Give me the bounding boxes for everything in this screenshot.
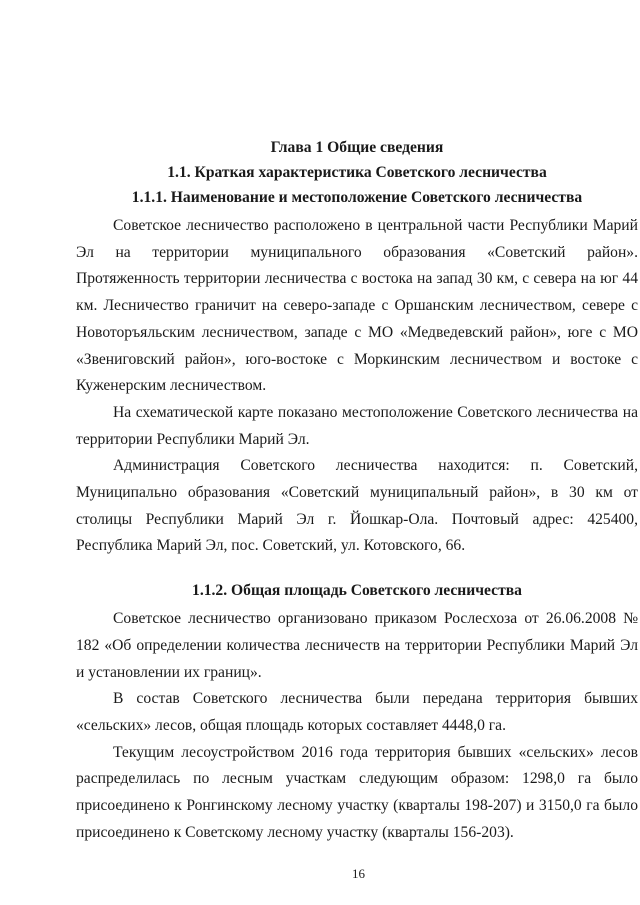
paragraph: Текущим лесоустройством 2016 года территория бывших «сельских» лесов распределилась по лесным участкам следующим образом: 1298,0 га было присоединено к Ронгинскому лесному участку (кварталы 198-207) и 3150,0 га было присоединено к Советскому лесному участку (кварталы 156-203). xyxy=(76,743,638,841)
paragraph: В состав Советского лесничества были передана территория бывших «сельских» лесов, общая площадь которых составляет 4448,0 га. xyxy=(76,690,638,734)
document-page xyxy=(76,138,638,846)
paragraph: Советское лесничество организовано приказом Рослесхоза от 26.06.2008 № 182 «Об определении количества лесничеств на территории Республики Марий Эл и установлении их границ». xyxy=(76,610,638,681)
section-title: 1.1. Краткая характеристика Советского лесничества xyxy=(167,164,547,181)
paragraph: Советское лесничество расположено в центральной части Республики Марий Эл на территории муниципального образования «Советский район». Протяженность территории лесничества с востока на запад 30 км, с севера на юг 44 км. Лесничество граничит на северо-западе с Оршанским лесничеством, севере с Новоторъяльским лесничеством, западе с МО «Медведевский район», юге с МО «Звениговский район», юго-востоке с Моркинским лесничеством и востоке с Куженерским лесничеством. xyxy=(76,217,638,395)
page-number: 16 xyxy=(352,866,365,881)
subsection-title: 1.1.1. Наименование и местоположение Советского лесничества xyxy=(131,189,583,206)
chapter-title: Глава 1 Общие сведения xyxy=(270,139,444,156)
subsection-title: 1.1.2. Общая площадь Советского лесничества xyxy=(192,582,522,600)
paragraph: На схематической карте показано местоположение Советского лесничества на территории Республики Марий Эл. xyxy=(76,403,638,448)
paragraph: Администрация Советского лесничества находится: п. Советский, Муниципально образования «Советский муниципальный район», в 30 км от столицы Республики Марий Эл г. Йошкар-Ола. Почтовый адрес: 425400, Республика Марий Эл, пос. Советский, ул. Котовского, 66. xyxy=(76,457,638,555)
